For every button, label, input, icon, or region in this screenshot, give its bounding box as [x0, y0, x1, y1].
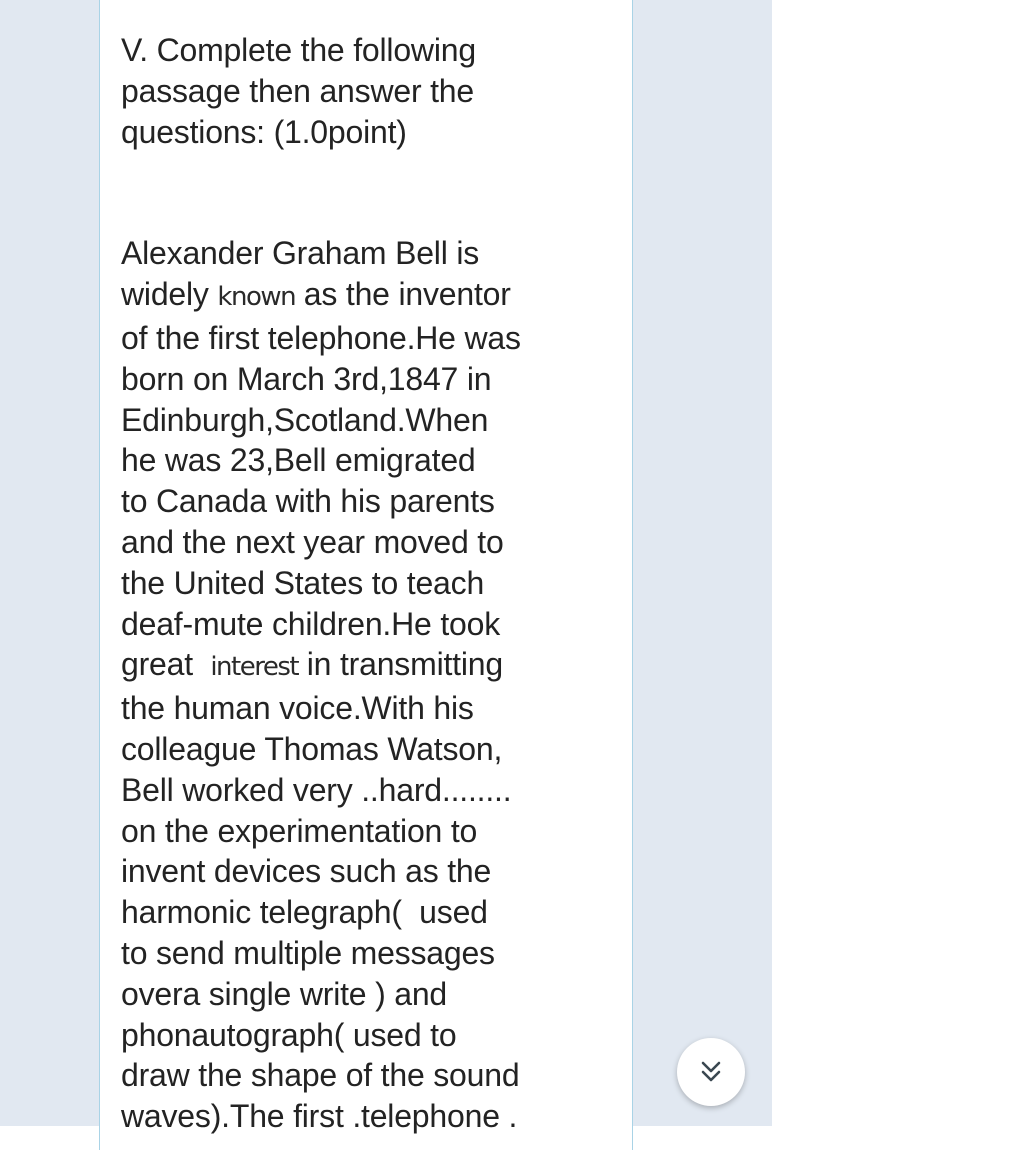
- passage-line: widely: [121, 276, 218, 313]
- passage-line: he was 23,Bell emigrated: [121, 442, 476, 479]
- heading-line: passage then answer the: [121, 72, 474, 109]
- passage-line: as the inventor: [295, 276, 511, 313]
- passage-line: phonautograph( used to: [121, 1016, 457, 1053]
- passage-line: the human voice.With his: [121, 690, 474, 727]
- passage-line: in transmitting: [298, 646, 503, 683]
- double-chevron-down-icon: [696, 1057, 726, 1087]
- passage-line: Bell worked very ..: [121, 771, 379, 808]
- passage-line: to Canada with his parents: [121, 483, 495, 520]
- answer-known: known: [217, 282, 296, 313]
- passage-line: harmonic telegraph( used: [121, 894, 488, 931]
- passage-line: of the first telephone.He was: [121, 319, 521, 356]
- passage-line: invent devices such as the: [121, 853, 492, 890]
- passage-line: deaf-mute children.He took: [121, 605, 501, 642]
- question-heading: [121, 30, 621, 152]
- passage-line: draw the shape of the sound: [121, 1057, 520, 1094]
- passage-line: born on March 3rd,1847 in: [121, 360, 492, 397]
- message-text: [121, 30, 621, 1137]
- right-blank-area: [772, 0, 1024, 1126]
- passage: [121, 233, 621, 1137]
- passage-line: on the experimentation to: [121, 812, 478, 849]
- passage-line: Edinburgh,Scotland.When: [121, 401, 489, 438]
- passage-line: Alexander Graham Bell is: [121, 235, 480, 272]
- passage-line: to send multiple messages: [121, 934, 495, 971]
- heading-line: V. Complete the following: [121, 32, 476, 68]
- passage-line: waves).The first .telephone .: [121, 1098, 518, 1135]
- scroll-down-button[interactable]: [677, 1038, 745, 1106]
- passage-line: great: [121, 646, 211, 683]
- passage-line: colleague Thomas Watson,: [121, 730, 503, 767]
- passage-line: ........: [441, 771, 512, 808]
- heading-line: questions: (1.0point): [121, 113, 407, 150]
- answer-hard: hard: [378, 771, 442, 808]
- message-bubble[interactable]: [99, 0, 633, 1150]
- passage-line: and the next year moved to: [121, 523, 504, 560]
- passage-line: the United States to teach: [121, 564, 485, 601]
- answer-interest: interest: [210, 652, 299, 683]
- passage-line: overa single write ) and: [121, 975, 448, 1012]
